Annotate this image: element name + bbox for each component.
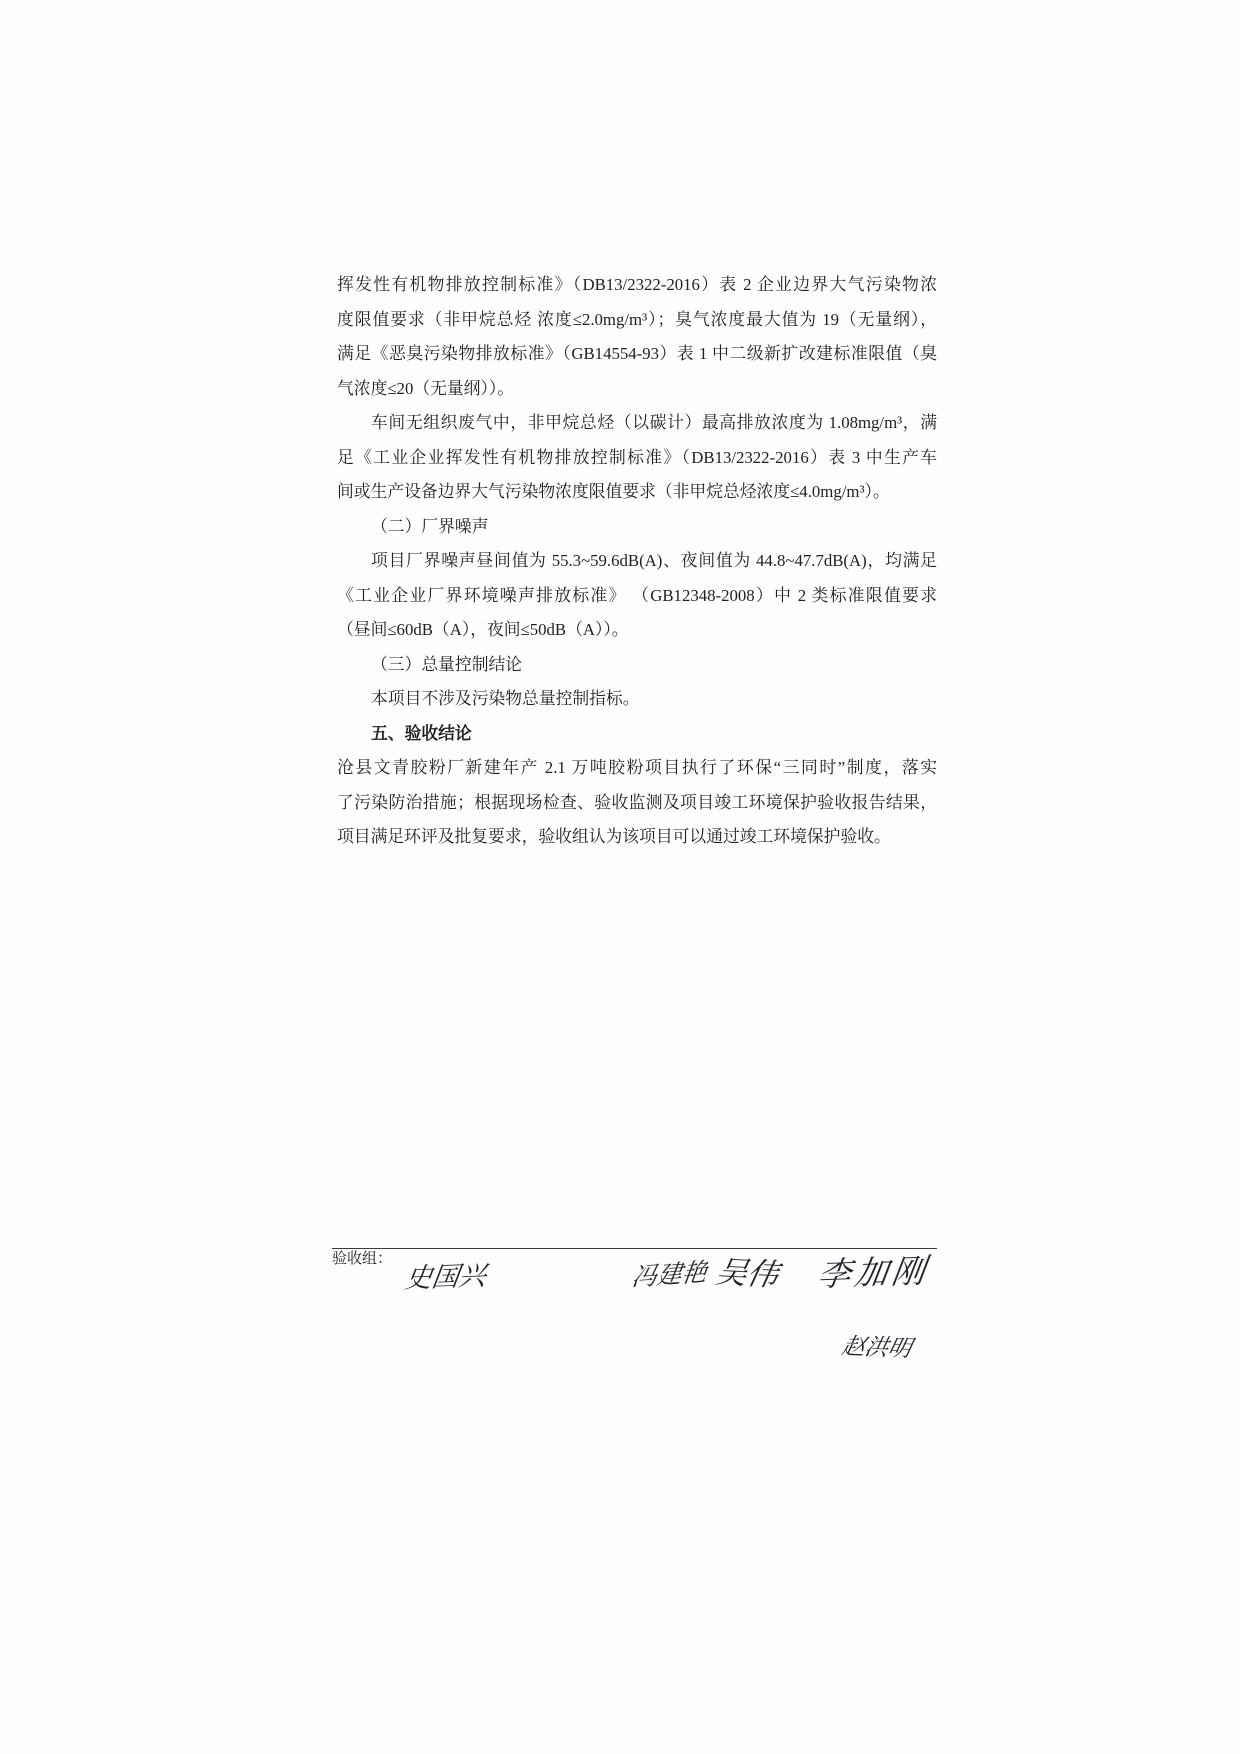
paragraph-1-line-2: 度限值要求（非甲烷总烃 浓度≤2.0mg/m³）；臭气浓度最大值为 19（无量纲）， [337,309,937,329]
paragraph-3-line-3: （昼间≤60dB（A），夜间≤50dB（A））。 [337,620,629,639]
signature: 冯建艳 [630,1257,709,1292]
paragraph-3-line-1: 项目厂界噪声昼间值为 55.3~59.6dB(A)、夜间值为 44.8~47.7dB(A)，均满足 [371,551,937,570]
paragraph-2-line-3: 间或生产设备边界大气污染物浓度限值要求（非甲烷总烃浓度≤4.0mg/m³）。 [337,482,890,501]
body-text [337,268,937,855]
paragraph-1-line-4: 气浓度≤20（无量纲））。 [337,378,515,398]
signature-label: 验收组： [332,1251,393,1267]
heading-noise: （二）厂界噪声 [371,516,489,536]
signature: 史国兴 [402,1260,489,1295]
paragraph-4: 本项目不涉及污染物总量控制指标。 [371,689,640,708]
heading-total-control: （三）总量控制结论 [371,654,523,674]
signature-rule [332,1248,937,1249]
paragraph-2-line-1: 车间无组织废气中，非甲烷总烃（以碳计）最高排放浓度为 1.08mg/m³，满 [371,413,937,432]
paragraph-2-line-2: 足《工业企业挥发性有机物排放控制标准》（DB13/2322-2016）表 3 中生产车 [337,447,937,467]
paragraph-3-line-2: 《工业企业厂界环境噪声排放标准》 （GB12348-2008）中 2 类标准限值要求 [337,585,937,605]
section-heading-conclusion: 五、验收结论 [371,723,472,743]
signature: 李加刚 [815,1250,932,1295]
paragraph-5-line-3: 项目满足环评及批复要求，验收组认为该项目可以通过竣工环境保护验收。 [337,827,891,846]
paragraph-1-line-1: 挥发性有机物排放控制标准》（DB13/2322-2016）表 2 企业边界大气污染物浓 [337,275,937,294]
paragraph-5-line-1: 沧县文青胶粉厂新建年产 2.1 万吨胶粉项目执行了环保“三同时”制度，落实 [337,758,937,777]
signature: 赵洪明 [839,1333,914,1363]
paragraph-5-line-2: 了污染防治措施；根据现场检查、验收监测及项目竣工环境保护验收报告结果， [337,792,937,812]
signature: 吴伟 [712,1254,782,1294]
paragraph-1-line-3: 满足《恶臭污染物排放标准》（GB14554-93）表 1 中二级新扩改建标准限值（臭 [337,344,937,363]
